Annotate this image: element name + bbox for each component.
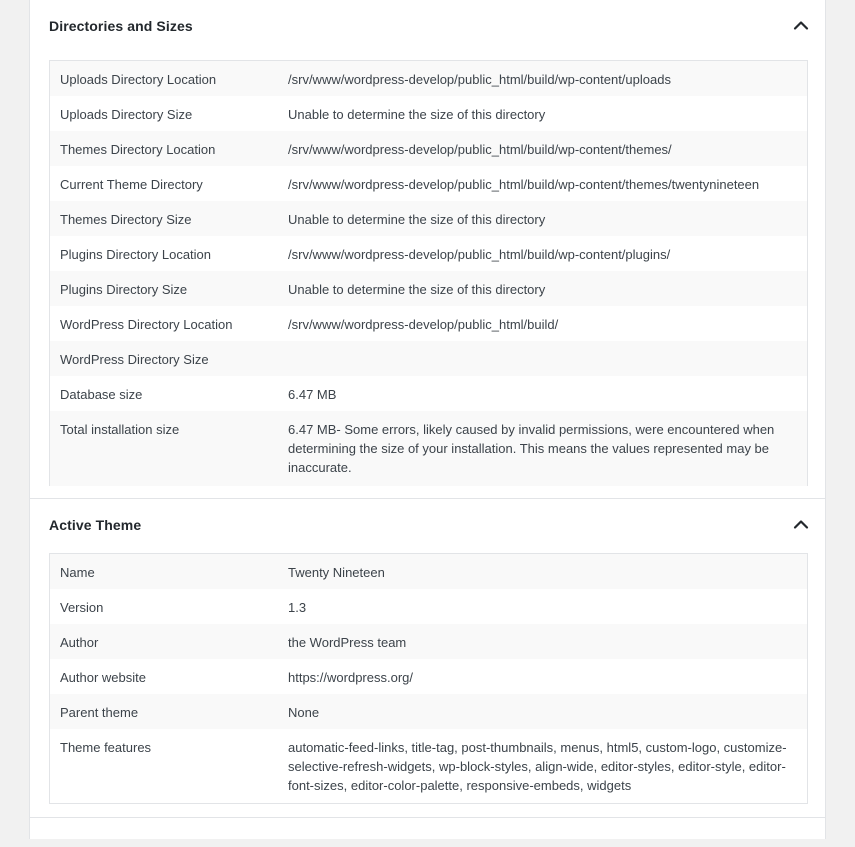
row-value: /srv/www/wordpress-develop/public_html/build/wp-content/themes/: [288, 142, 672, 157]
section-active-theme: [30, 498, 825, 817]
info-table-active-theme: [49, 553, 808, 804]
row-value: Unable to determine the size of this directory: [288, 212, 546, 227]
table-row: [50, 554, 807, 589]
row-value: Twenty Nineteen: [288, 565, 385, 580]
row-value: 6.47 MB- Some errors, likely caused by invalid permissions, were encountered when determining the size of your installation. This means the values represented may be inaccurate.: [288, 422, 775, 475]
row-value: automatic-feed-links, title-tag, post-thumbnails, menus, html5, custom-logo, customize-selective-refresh-widgets, wp-block-styles, align-wide, editor-styles, editor-style, editor-font-sizes, editor-color-palette, responsive-embeds, widgets: [288, 740, 787, 793]
table-row: [50, 236, 807, 271]
row-label: Version: [60, 600, 104, 615]
row-label: Name: [60, 565, 95, 580]
section-title: Directories and Sizes: [49, 18, 193, 34]
row-label: Author website: [60, 670, 146, 685]
table-row: [50, 271, 807, 306]
table-row: [50, 589, 807, 624]
row-label: WordPress Directory Size: [60, 352, 209, 367]
row-label: Uploads Directory Location: [60, 72, 217, 87]
chevron-up-icon: [793, 518, 809, 530]
row-label: Themes Directory Location: [60, 142, 216, 157]
row-value: the WordPress team: [288, 635, 407, 650]
row-label: Author: [60, 635, 99, 650]
table-row: [50, 166, 807, 201]
row-value: Unable to determine the size of this directory: [288, 107, 546, 122]
table-row: [50, 624, 807, 659]
table-row: [50, 96, 807, 131]
row-value: 6.47 MB: [288, 387, 337, 402]
table-row: [50, 694, 807, 729]
row-label: Database size: [60, 387, 143, 402]
section-directories-and-sizes: [30, 0, 825, 499]
row-label: Plugins Directory Location: [60, 247, 212, 262]
table-row: [50, 729, 807, 804]
site-health-info-accordion: [29, 0, 826, 839]
row-label: Themes Directory Size: [60, 212, 192, 227]
row-value: /srv/www/wordpress-develop/public_html/build/wp-content/themes/twentynineteen: [288, 177, 760, 192]
row-label: Uploads Directory Size: [60, 107, 193, 122]
row-label: Parent theme: [60, 705, 139, 720]
table-row: [50, 131, 807, 166]
row-value: 1.3: [288, 600, 307, 615]
row-value: /srv/www/wordpress-develop/public_html/build/: [288, 317, 559, 332]
row-label: WordPress Directory Location: [60, 317, 233, 332]
section-toggle-directories-and-sizes[interactable]: [30, 0, 825, 50]
row-value: /srv/www/wordpress-develop/public_html/build/wp-content/uploads: [288, 72, 671, 87]
row-label: Current Theme Directory: [60, 177, 203, 192]
section-next-collapsed: [30, 817, 825, 847]
row-label: Total installation size: [60, 422, 180, 437]
row-value: https://wordpress.org/: [288, 670, 413, 685]
table-row: [50, 411, 807, 486]
table-row: [50, 659, 807, 694]
chevron-up-icon: [793, 19, 809, 31]
row-label: Theme features: [60, 740, 152, 755]
row-value: Unable to determine the size of this directory: [288, 282, 546, 297]
table-row: [50, 61, 807, 96]
table-row: [50, 341, 807, 376]
table-row: [50, 306, 807, 341]
table-row: [50, 201, 807, 236]
section-title: Active Theme: [49, 517, 142, 533]
info-table-directories-and-sizes: [49, 60, 808, 486]
row-value: /srv/www/wordpress-develop/public_html/build/wp-content/plugins/: [288, 247, 671, 262]
row-label: Plugins Directory Size: [60, 282, 188, 297]
section-toggle-active-theme[interactable]: [30, 499, 825, 549]
row-value: None: [288, 705, 320, 720]
table-row: [50, 376, 807, 411]
